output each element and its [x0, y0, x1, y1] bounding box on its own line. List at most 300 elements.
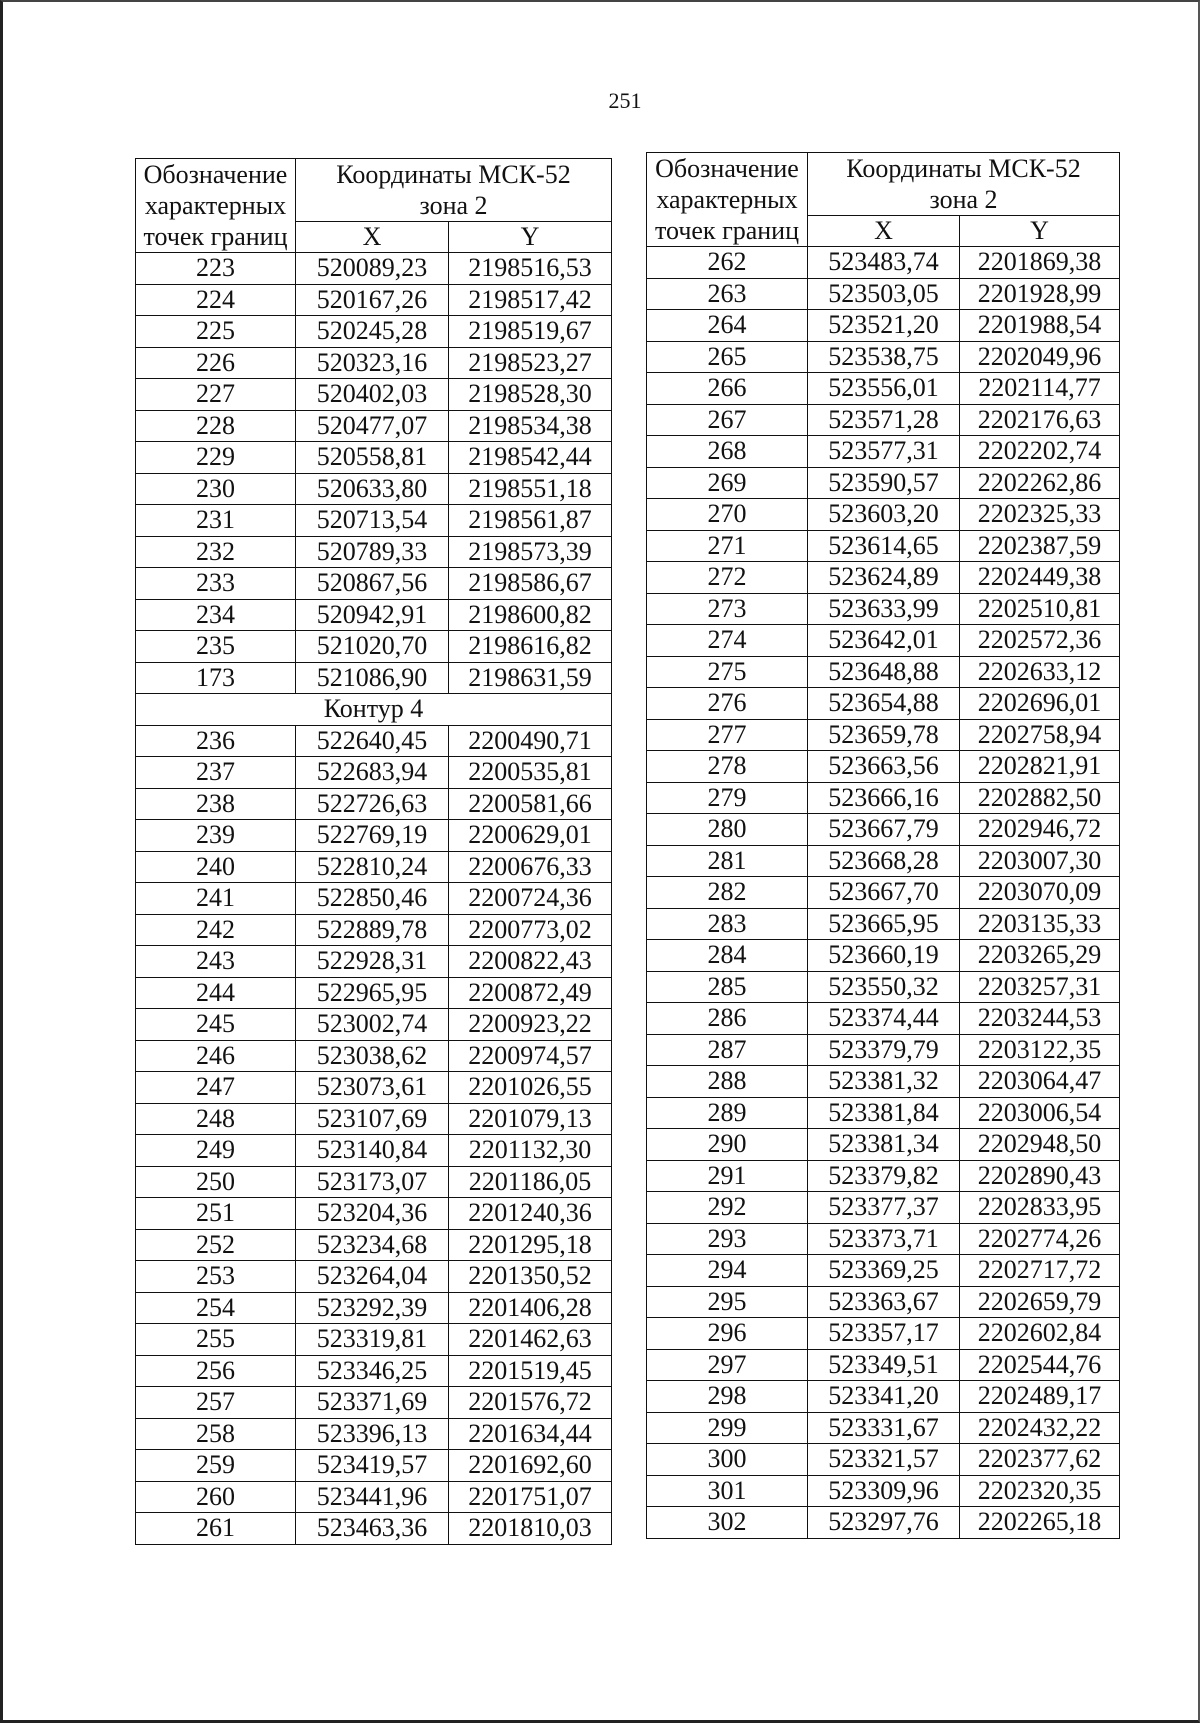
point-id-cell: 286 — [647, 1003, 808, 1035]
point-id-cell: 243 — [136, 946, 296, 978]
x-coord-cell: 520867,56 — [296, 568, 449, 600]
table-row — [136, 284, 612, 316]
x-coord-cell: 520089,23 — [296, 253, 449, 285]
x-coord-cell: 523659,78 — [808, 719, 960, 751]
x-coord-cell: 522850,46 — [296, 883, 449, 915]
point-id-cell: 263 — [647, 278, 808, 310]
x-coord-cell: 523503,05 — [808, 278, 960, 310]
table-row — [647, 1475, 1120, 1507]
table-row — [647, 467, 1120, 499]
table-row — [647, 625, 1120, 657]
point-id-cell: 277 — [647, 719, 808, 751]
point-id-cell: 235 — [136, 631, 296, 663]
point-id-cell: 246 — [136, 1040, 296, 1072]
y-coord-cell: 2198528,30 — [449, 379, 612, 411]
table-row — [136, 1292, 612, 1324]
point-id-cell: 290 — [647, 1129, 808, 1161]
point-id-cell: 265 — [647, 341, 808, 373]
x-coord-cell: 523668,28 — [808, 845, 960, 877]
point-id-cell: 300 — [647, 1444, 808, 1476]
point-id-cell: 298 — [647, 1381, 808, 1413]
x-coord-cell: 523590,57 — [808, 467, 960, 499]
point-id-cell: 229 — [136, 442, 296, 474]
table-row — [136, 599, 612, 631]
point-id-cell: 224 — [136, 284, 296, 316]
x-coord-cell: 522769,19 — [296, 820, 449, 852]
table-row — [647, 562, 1120, 594]
x-coord-cell: 523660,19 — [808, 940, 960, 972]
x-coord-cell: 522683,94 — [296, 757, 449, 789]
table-row — [647, 436, 1120, 468]
point-id-cell: 268 — [647, 436, 808, 468]
x-coord-cell: 523374,44 — [808, 1003, 960, 1035]
x-coord-cell: 523463,36 — [296, 1513, 449, 1545]
table-row — [136, 568, 612, 600]
point-id-cell: 227 — [136, 379, 296, 411]
y-coord-cell: 2200872,49 — [449, 977, 612, 1009]
x-coord-cell: 520167,26 — [296, 284, 449, 316]
point-id-cell: 256 — [136, 1355, 296, 1387]
table-row — [647, 1255, 1120, 1287]
point-id-cell: 239 — [136, 820, 296, 852]
x-coord-cell: 523663,56 — [808, 751, 960, 783]
point-id-cell: 247 — [136, 1072, 296, 1104]
point-id-cell: 259 — [136, 1450, 296, 1482]
y-coord-cell: 2202377,62 — [960, 1444, 1120, 1476]
y-coord-cell: 2203064,47 — [960, 1066, 1120, 1098]
y-coord-cell: 2201928,99 — [960, 278, 1120, 310]
point-id-cell: 258 — [136, 1418, 296, 1450]
x-coord-cell: 520402,03 — [296, 379, 449, 411]
x-coord-cell: 523571,28 — [808, 404, 960, 436]
y-coord-cell: 2201462,63 — [449, 1324, 612, 1356]
y-coord-cell: 2201576,72 — [449, 1387, 612, 1419]
y-coord-cell: 2201026,55 — [449, 1072, 612, 1104]
x-coord-cell: 523521,20 — [808, 310, 960, 342]
point-id-cell: 260 — [136, 1481, 296, 1513]
x-coord-cell: 522889,78 — [296, 914, 449, 946]
table-row — [647, 373, 1120, 405]
table-row — [136, 505, 612, 537]
x-coord-cell: 523331,67 — [808, 1412, 960, 1444]
point-id-cell: 294 — [647, 1255, 808, 1287]
y-coord-cell: 2202387,59 — [960, 530, 1120, 562]
y-coord-cell: 2202262,86 — [960, 467, 1120, 499]
table-row — [136, 1513, 612, 1545]
point-id-cell: 262 — [647, 247, 808, 279]
y-coord-cell: 2198573,39 — [449, 536, 612, 568]
point-id-cell: 276 — [647, 688, 808, 720]
header-coords-label: Координаты МСК-52 зона 2 — [296, 159, 612, 222]
table-row — [136, 316, 612, 348]
table-row — [136, 536, 612, 568]
table-right-body — [647, 247, 1120, 1539]
table-row — [647, 247, 1120, 279]
x-coord-cell: 520245,28 — [296, 316, 449, 348]
x-coord-cell: 523624,89 — [808, 562, 960, 594]
point-id-cell: 236 — [136, 725, 296, 757]
table-row — [136, 883, 612, 915]
table-row — [136, 1135, 612, 1167]
y-coord-cell: 2198631,59 — [449, 662, 612, 694]
x-coord-cell: 523483,74 — [808, 247, 960, 279]
x-coord-cell: 523369,25 — [808, 1255, 960, 1287]
point-id-cell: 251 — [136, 1198, 296, 1230]
x-coord-cell: 523377,37 — [808, 1192, 960, 1224]
point-id-cell: 275 — [647, 656, 808, 688]
table-row — [647, 845, 1120, 877]
y-coord-cell: 2202890,43 — [960, 1160, 1120, 1192]
y-coord-cell: 2202114,77 — [960, 373, 1120, 405]
point-id-cell: 248 — [136, 1103, 296, 1135]
y-coord-cell: 2198516,53 — [449, 253, 612, 285]
coordinates-table-right — [646, 152, 1120, 1539]
y-coord-cell: 2198542,44 — [449, 442, 612, 474]
table-row — [136, 631, 612, 663]
y-coord-cell: 2201692,60 — [449, 1450, 612, 1482]
y-coord-cell: 2201186,05 — [449, 1166, 612, 1198]
table-row — [136, 1355, 612, 1387]
x-coord-cell: 523038,62 — [296, 1040, 449, 1072]
table-row — [136, 757, 612, 789]
point-id-cell: 280 — [647, 814, 808, 846]
contour-label: Контур 4 — [136, 694, 612, 726]
y-coord-cell: 2202432,22 — [960, 1412, 1120, 1444]
x-coord-cell: 523173,07 — [296, 1166, 449, 1198]
point-id-cell: 245 — [136, 1009, 296, 1041]
point-id-cell: 287 — [647, 1034, 808, 1066]
header-y: Y — [449, 222, 612, 253]
point-id-cell: 272 — [647, 562, 808, 594]
y-coord-cell: 2200629,01 — [449, 820, 612, 852]
x-coord-cell: 523603,20 — [808, 499, 960, 531]
x-coord-cell: 523357,17 — [808, 1318, 960, 1350]
x-coord-cell: 522810,24 — [296, 851, 449, 883]
y-coord-cell: 2198561,87 — [449, 505, 612, 537]
x-coord-cell: 523321,57 — [808, 1444, 960, 1476]
x-coord-cell: 521086,90 — [296, 662, 449, 694]
coordinates-table-left — [135, 158, 612, 1545]
point-id-cell: 278 — [647, 751, 808, 783]
point-id-cell: 291 — [647, 1160, 808, 1192]
x-coord-cell: 523292,39 — [296, 1292, 449, 1324]
y-coord-cell: 2200773,02 — [449, 914, 612, 946]
x-coord-cell: 523297,76 — [808, 1507, 960, 1539]
y-coord-cell: 2202202,74 — [960, 436, 1120, 468]
x-coord-cell: 523107,69 — [296, 1103, 449, 1135]
table-row — [647, 1066, 1120, 1098]
table-row — [136, 851, 612, 883]
table-row — [647, 1381, 1120, 1413]
x-coord-cell: 523666,16 — [808, 782, 960, 814]
page-number: 251 — [608, 88, 642, 113]
x-coord-cell: 523441,96 — [296, 1481, 449, 1513]
point-id-cell: 283 — [647, 908, 808, 940]
x-coord-cell: 523667,79 — [808, 814, 960, 846]
table-row — [136, 725, 612, 757]
point-id-cell: 296 — [647, 1318, 808, 1350]
table-row — [136, 1166, 612, 1198]
x-coord-cell: 520633,80 — [296, 473, 449, 505]
x-coord-cell: 523140,84 — [296, 1135, 449, 1167]
y-coord-cell: 2203135,33 — [960, 908, 1120, 940]
point-id-cell: 237 — [136, 757, 296, 789]
table-row — [647, 971, 1120, 1003]
x-coord-cell: 523349,51 — [808, 1349, 960, 1381]
header-x: X — [296, 222, 449, 253]
point-id-cell: 226 — [136, 347, 296, 379]
y-coord-cell: 2203006,54 — [960, 1097, 1120, 1129]
table-row — [647, 530, 1120, 562]
point-id-cell: 282 — [647, 877, 808, 909]
y-coord-cell: 2202510,81 — [960, 593, 1120, 625]
point-id-cell: 273 — [647, 593, 808, 625]
y-coord-cell: 2203257,31 — [960, 971, 1120, 1003]
table-row — [136, 1229, 612, 1261]
table-row — [647, 499, 1120, 531]
point-id-cell: 281 — [647, 845, 808, 877]
table-row — [647, 1034, 1120, 1066]
y-coord-cell: 2198600,82 — [449, 599, 612, 631]
x-coord-cell: 523667,70 — [808, 877, 960, 909]
table-row — [647, 814, 1120, 846]
y-coord-cell: 2202821,91 — [960, 751, 1120, 783]
point-id-cell: 257 — [136, 1387, 296, 1419]
table-row — [647, 593, 1120, 625]
point-id-cell: 299 — [647, 1412, 808, 1444]
y-coord-cell: 2202265,18 — [960, 1507, 1120, 1539]
x-coord-cell: 520789,33 — [296, 536, 449, 568]
table-row — [136, 253, 612, 285]
y-coord-cell: 2202049,96 — [960, 341, 1120, 373]
point-id-cell: 264 — [647, 310, 808, 342]
table-row — [136, 946, 612, 978]
x-coord-cell: 523556,01 — [808, 373, 960, 405]
y-coord-cell: 2202176,63 — [960, 404, 1120, 436]
table-row — [136, 914, 612, 946]
point-id-cell: 244 — [136, 977, 296, 1009]
x-coord-cell: 523633,99 — [808, 593, 960, 625]
x-coord-cell: 523346,25 — [296, 1355, 449, 1387]
y-coord-cell: 2201079,13 — [449, 1103, 612, 1135]
x-coord-cell: 520713,54 — [296, 505, 449, 537]
x-coord-cell: 523538,75 — [808, 341, 960, 373]
x-coord-cell: 523373,71 — [808, 1223, 960, 1255]
contour-row — [136, 694, 612, 726]
y-coord-cell: 2202489,17 — [960, 1381, 1120, 1413]
y-coord-cell: 2202325,33 — [960, 499, 1120, 531]
point-id-cell: 242 — [136, 914, 296, 946]
table-row — [647, 940, 1120, 972]
table-row — [136, 1103, 612, 1135]
table-row — [647, 688, 1120, 720]
x-coord-cell: 523073,61 — [296, 1072, 449, 1104]
point-id-cell: 271 — [647, 530, 808, 562]
x-coord-cell: 523002,74 — [296, 1009, 449, 1041]
table-row — [136, 473, 612, 505]
table-row — [136, 442, 612, 474]
x-coord-cell: 523363,67 — [808, 1286, 960, 1318]
x-coord-cell: 522965,95 — [296, 977, 449, 1009]
y-coord-cell: 2202717,72 — [960, 1255, 1120, 1287]
y-coord-cell: 2198551,18 — [449, 473, 612, 505]
y-coord-cell: 2198586,67 — [449, 568, 612, 600]
y-coord-cell: 2202774,26 — [960, 1223, 1120, 1255]
x-coord-cell: 523396,13 — [296, 1418, 449, 1450]
table-row — [136, 379, 612, 411]
point-id-cell: 252 — [136, 1229, 296, 1261]
x-coord-cell: 522928,31 — [296, 946, 449, 978]
y-coord-cell: 2201751,07 — [449, 1481, 612, 1513]
table-row — [647, 1286, 1120, 1318]
point-id-cell: 231 — [136, 505, 296, 537]
y-coord-cell: 2202948,50 — [960, 1129, 1120, 1161]
x-coord-cell: 523577,31 — [808, 436, 960, 468]
point-id-cell: 250 — [136, 1166, 296, 1198]
x-coord-cell: 520477,07 — [296, 410, 449, 442]
point-id-cell: 233 — [136, 568, 296, 600]
table-row — [136, 347, 612, 379]
x-coord-cell: 523379,82 — [808, 1160, 960, 1192]
y-coord-cell: 2202659,79 — [960, 1286, 1120, 1318]
y-coord-cell: 2201988,54 — [960, 310, 1120, 342]
y-coord-cell: 2202946,72 — [960, 814, 1120, 846]
table-row — [647, 656, 1120, 688]
x-coord-cell: 522726,63 — [296, 788, 449, 820]
table-row — [136, 1009, 612, 1041]
table-row — [136, 820, 612, 852]
table-row — [647, 1192, 1120, 1224]
y-coord-cell: 2201810,03 — [449, 1513, 612, 1545]
y-coord-cell: 2201295,18 — [449, 1229, 612, 1261]
y-coord-cell: 2200724,36 — [449, 883, 612, 915]
header-point-label: Обозначение характерных точек границ — [647, 153, 808, 247]
x-coord-cell: 523654,88 — [808, 688, 960, 720]
point-id-cell: 230 — [136, 473, 296, 505]
point-id-cell: 302 — [647, 1507, 808, 1539]
table-row — [647, 877, 1120, 909]
table-row — [647, 1507, 1120, 1539]
y-coord-cell: 2200581,66 — [449, 788, 612, 820]
y-coord-cell: 2200490,71 — [449, 725, 612, 757]
y-coord-cell: 2200535,81 — [449, 757, 612, 789]
x-coord-cell: 523309,96 — [808, 1475, 960, 1507]
y-coord-cell: 2202449,38 — [960, 562, 1120, 594]
y-coord-cell: 2201519,45 — [449, 1355, 612, 1387]
point-id-cell: 225 — [136, 316, 296, 348]
y-coord-cell: 2198523,27 — [449, 347, 612, 379]
x-coord-cell: 523614,65 — [808, 530, 960, 562]
point-id-cell: 255 — [136, 1324, 296, 1356]
y-coord-cell: 2202320,35 — [960, 1475, 1120, 1507]
y-coord-cell: 2200923,22 — [449, 1009, 612, 1041]
table-row — [647, 1349, 1120, 1381]
x-coord-cell: 523419,57 — [296, 1450, 449, 1482]
table-row — [136, 1418, 612, 1450]
point-id-cell: 238 — [136, 788, 296, 820]
table-row — [647, 1097, 1120, 1129]
point-id-cell: 270 — [647, 499, 808, 531]
table-row — [136, 977, 612, 1009]
point-id-cell: 293 — [647, 1223, 808, 1255]
table-row — [136, 1387, 612, 1419]
x-coord-cell: 523371,69 — [296, 1387, 449, 1419]
x-coord-cell: 523341,20 — [808, 1381, 960, 1413]
header-y: Y — [960, 216, 1120, 247]
point-id-cell: 241 — [136, 883, 296, 915]
x-coord-cell: 522640,45 — [296, 725, 449, 757]
table-row — [647, 1003, 1120, 1035]
x-coord-cell: 523381,34 — [808, 1129, 960, 1161]
table-row — [647, 1160, 1120, 1192]
y-coord-cell: 2202572,36 — [960, 625, 1120, 657]
y-coord-cell: 2198517,42 — [449, 284, 612, 316]
table-row — [136, 788, 612, 820]
table-row — [136, 410, 612, 442]
y-coord-cell: 2200676,33 — [449, 851, 612, 883]
y-coord-cell: 2202833,95 — [960, 1192, 1120, 1224]
point-id-cell: 173 — [136, 662, 296, 694]
x-coord-cell: 523665,95 — [808, 908, 960, 940]
y-coord-cell: 2202633,12 — [960, 656, 1120, 688]
point-id-cell: 261 — [136, 1513, 296, 1545]
point-id-cell: 279 — [647, 782, 808, 814]
table-row — [647, 1318, 1120, 1350]
y-coord-cell: 2202758,94 — [960, 719, 1120, 751]
point-id-cell: 232 — [136, 536, 296, 568]
point-id-cell: 289 — [647, 1097, 808, 1129]
point-id-cell: 266 — [647, 373, 808, 405]
point-id-cell: 292 — [647, 1192, 808, 1224]
x-coord-cell: 523204,36 — [296, 1198, 449, 1230]
point-id-cell: 253 — [136, 1261, 296, 1293]
table-row — [136, 1261, 612, 1293]
table-row — [647, 908, 1120, 940]
table-row — [647, 751, 1120, 783]
table-row — [136, 1040, 612, 1072]
table-row — [136, 1324, 612, 1356]
x-coord-cell: 523319,81 — [296, 1324, 449, 1356]
table-row — [647, 1412, 1120, 1444]
y-coord-cell: 2198519,67 — [449, 316, 612, 348]
point-id-cell: 267 — [647, 404, 808, 436]
table-row — [647, 1223, 1120, 1255]
point-id-cell: 297 — [647, 1349, 808, 1381]
table-row — [136, 1072, 612, 1104]
table-row — [136, 1481, 612, 1513]
x-coord-cell: 523648,88 — [808, 656, 960, 688]
x-coord-cell: 520942,91 — [296, 599, 449, 631]
point-id-cell: 223 — [136, 253, 296, 285]
y-coord-cell: 2203265,29 — [960, 940, 1120, 972]
x-coord-cell: 523264,04 — [296, 1261, 449, 1293]
table-row — [647, 1129, 1120, 1161]
header-coords-label: Координаты МСК-52 зона 2 — [808, 153, 1120, 216]
point-id-cell: 274 — [647, 625, 808, 657]
header-x: X — [808, 216, 960, 247]
point-id-cell: 228 — [136, 410, 296, 442]
y-coord-cell: 2202696,01 — [960, 688, 1120, 720]
x-coord-cell: 523381,32 — [808, 1066, 960, 1098]
point-id-cell: 288 — [647, 1066, 808, 1098]
x-coord-cell: 520323,16 — [296, 347, 449, 379]
table-row — [136, 1198, 612, 1230]
point-id-cell: 240 — [136, 851, 296, 883]
x-coord-cell: 523381,84 — [808, 1097, 960, 1129]
header-point-label: Обозначение характерных точек границ — [136, 159, 296, 253]
x-coord-cell: 523379,79 — [808, 1034, 960, 1066]
x-coord-cell: 523642,01 — [808, 625, 960, 657]
